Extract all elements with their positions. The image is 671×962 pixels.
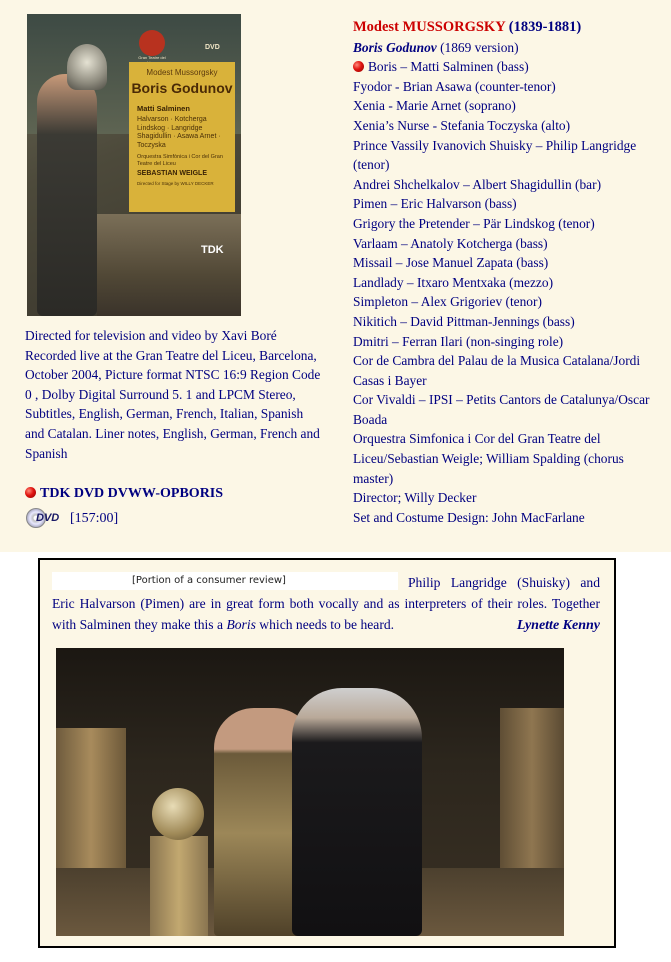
tdk-logo: TDK [201,244,224,256]
photo-singer-woman [292,688,422,936]
crown-icon [67,44,107,90]
review-box [38,558,616,948]
photo-pedestal [150,836,208,936]
cover-singer: Matti Salminen [137,104,190,113]
role-text: Boris – Matti Salminen (bass) [368,59,529,75]
review-text-before: Philip Langridge (Shuisky) and Eric Halvarson (Pimen) are in great form both vocally and as interpreters of their roles. Together with Salminen they make this a [52,575,600,632]
director-credit: Director; Willy Decker [353,490,477,506]
dvd-badge-text: DVD [36,512,60,524]
cover-title: Boris Godunov [131,80,233,96]
dvd-cover-image [27,14,241,316]
catalog-text: TDK DVD DVWW-OPBORIS [40,486,224,501]
opera-version: (1869 version) [440,39,519,55]
role-dmitri: Dmitri – Ferran Ilari (non-singing role) [353,333,564,349]
runtime-text: [157:00] [70,511,119,526]
design-credit: Set and Costume Design: John MacFarlane [353,509,585,525]
orchestra-credit: Orquestra Simfonica i Cor del Gran Teatre del Liceu/Sebastian Weigle; William Spalding (chorus master) [353,431,624,486]
cover-orchestra: Orquestra Simfònica i Cor del Gran Teatre del Liceu [137,154,223,167]
review-text-after: which needs to be heard. [255,617,395,632]
role-xenia: Xenia - Marie Arnet (soprano) [353,98,516,114]
role-shchelkalov: Andrei Shchelkalov – Albert Shagidullin (bar) [353,176,602,192]
role-boris [353,57,653,77]
cover-singer-figure [37,74,97,316]
cover-conductor: SEBASTIAN WEIGLE [137,170,208,177]
role-missail: Missail – Jose Manuel Zapata (bass) [353,255,549,271]
cover-label-text: Gran Teatre del [138,55,166,60]
production-description: Directed for television and video by Xavi Boré Recorded live at the Gran Teatre del Liceu, Barcelona, October 2004, Picture format NTSC 16:9 Region Code 0 , Dolby Digital Surround 5. 1 and LPCM Stereo, Subtitles, English, German, French, Italian, Spanish and Catalan. Liner notes, English, German, French and Spanish [25,328,321,461]
role-pimen: Pimen – Eric Halvarson (bass) [353,196,517,212]
role-landlady: Landlady – Itxaro Mentxaka (mezzo) [353,274,554,290]
composer-name: Modest MUSSORGSKY [353,19,506,35]
opera-title: Boris Godunov [353,39,437,55]
review-tag: [Portion of a consumer review] [52,572,398,590]
catalog-number [25,486,223,502]
role-nurse: Xenia’s Nurse - Stefania Toczyska (alto) [353,117,571,133]
red-bullet-icon [25,487,36,498]
composer-dates: (1839-1881) [508,19,582,35]
runtime [26,508,118,528]
reviewer-name: Lynette Kenny [516,618,600,633]
cast-list [353,18,653,527]
review-text-italic: Boris [226,617,256,632]
role-simpleton: Simpleton – Alex Grigoriev (tenor) [353,294,542,310]
role-nikitich: Nikitich – David Pittman-Jennings (bass) [353,313,575,329]
cover-director: Directed for Stage by WILLY DECKER [137,181,214,186]
chorus-vivaldi: Cor Vivaldi – IPSI – Petits Cantors de Catalunya/Oscar Boada [353,392,650,427]
role-grigory: Grigory the Pretender – Pär Lindskog (tenor) [353,215,595,231]
chorus-palau: Cor de Cambra del Palau de la Musica Catalana/Jordi Casas i Bayer [353,353,641,388]
photo-globe [152,788,204,840]
dvd-disc-icon [26,508,64,526]
cover-crowd [97,214,241,316]
cover-dvd-logo: DVD [205,44,220,51]
role-shuisky: Prince Vassily Ivanovich Shuisky – Philip Langridge (tenor) [353,137,637,173]
role-varlaam: Varlaam – Anatoly Kotcherga (bass) [353,235,548,251]
cover-composer: Modest Mussorgsky [146,68,218,77]
red-bullet-icon [353,61,364,72]
opera-heading [353,38,653,58]
production-photo [56,648,564,936]
cover-title-panel [129,62,235,212]
role-fyodor: Fyodor - Brian Asawa (counter-tenor) [353,78,556,94]
composer-heading [353,18,653,38]
cover-cast: Halvarson · Kotcherga Lindskog · Langridge Shagidullin · Asawa Arnet · Toczyska [137,116,221,149]
liceu-logo-icon [139,30,165,56]
